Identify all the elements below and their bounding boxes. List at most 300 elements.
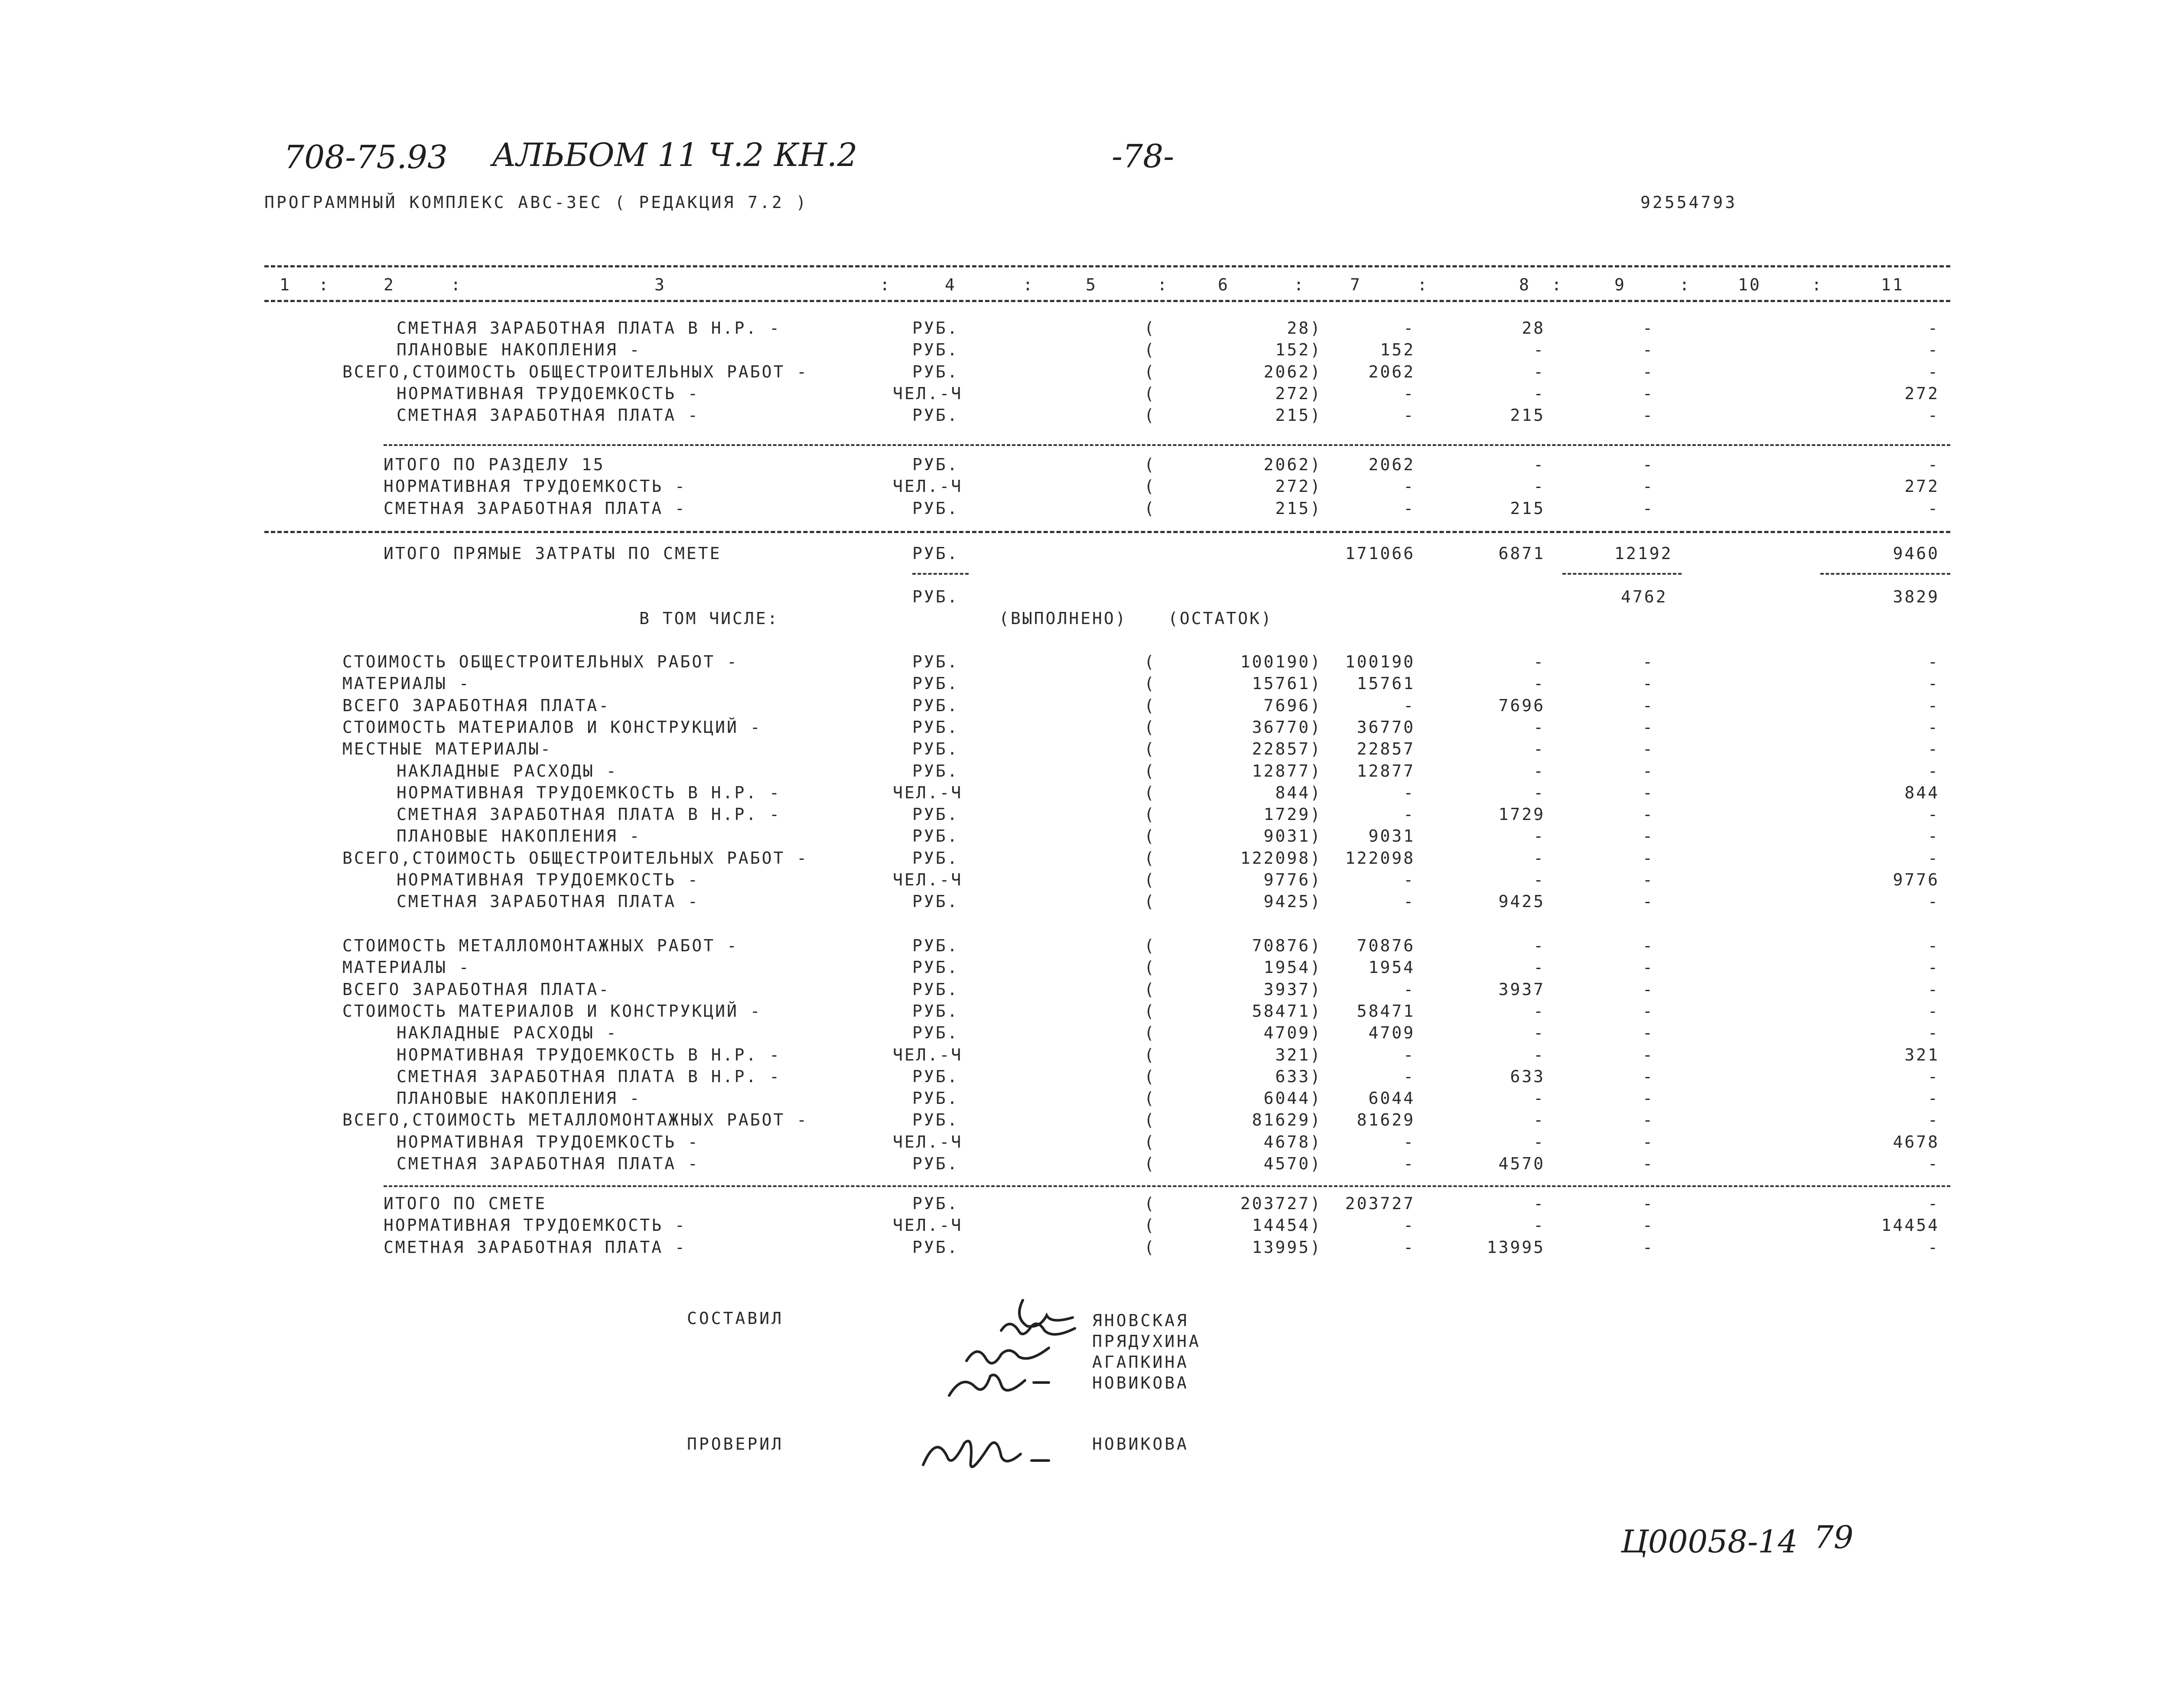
value-col8: -	[1533, 936, 1545, 955]
open-paren: (	[1144, 362, 1156, 381]
dashed-rule	[384, 444, 1950, 446]
value-col8: 7696	[1498, 696, 1545, 715]
value-col8: -	[1533, 384, 1545, 403]
value-col8: 28	[1522, 319, 1545, 338]
column-separator: :	[1294, 275, 1305, 294]
open-paren: (	[1144, 1110, 1156, 1130]
value-col11: -	[1928, 1154, 1939, 1173]
row-label: ВСЕГО,СТОИМОСТЬ МЕТАЛЛОМОНТАЖНЫХ РАБОТ -	[342, 1110, 809, 1130]
value-col8: 215	[1510, 498, 1545, 518]
row-label: СМЕТНАЯ ЗАРАБОТНАЯ ПЛАТА В Н.Р. -	[397, 805, 781, 824]
value-col11: -	[1928, 498, 1939, 518]
value-col9: -	[1643, 455, 1654, 474]
value-col7: -	[1403, 870, 1415, 889]
column-header: 11	[1881, 275, 1904, 294]
value-col8: 215	[1510, 406, 1545, 425]
value-col6: 272)	[1275, 384, 1322, 403]
value-col7: -	[1403, 319, 1415, 338]
value-col8: 633	[1510, 1067, 1545, 1086]
value-col6: 15761)	[1252, 674, 1322, 693]
row-label: ПЛАНОВЫЕ НАКОПЛЕНИЯ -	[397, 340, 641, 360]
value-col9: -	[1643, 362, 1654, 381]
including-label: В ТОМ ЧИСЛЕ:	[639, 609, 779, 628]
value-col11: -	[1928, 406, 1939, 425]
open-paren: (	[1144, 384, 1156, 403]
value-col7: 9031	[1368, 826, 1415, 846]
row-unit: РУБ.	[912, 455, 959, 474]
value-col6: 633)	[1275, 1067, 1322, 1086]
value-col9: -	[1643, 384, 1654, 403]
value-col9: -	[1643, 1132, 1654, 1152]
value-col11: -	[1928, 936, 1939, 955]
value-col8: -	[1533, 848, 1545, 868]
value-col6: 122098)	[1240, 848, 1322, 868]
value-col6: 28)	[1287, 319, 1322, 338]
open-paren: (	[1144, 1154, 1156, 1173]
value-col8: -	[1533, 761, 1545, 781]
value-col7: -	[1403, 1067, 1415, 1086]
handwritten-signature-checked	[919, 1426, 1062, 1488]
row-label: ИТОГО ПО РАЗДЕЛУ 15	[384, 455, 605, 474]
row-unit: ЧЕЛ.-Ч	[893, 1132, 963, 1152]
open-paren: (	[1144, 1001, 1156, 1021]
value-col11: -	[1928, 1194, 1939, 1213]
column-header: 7	[1350, 275, 1362, 294]
open-paren: (	[1144, 936, 1156, 955]
open-paren: (	[1144, 1216, 1156, 1235]
value-col9: -	[1643, 892, 1654, 911]
value-col6: 2062)	[1263, 455, 1322, 474]
value-col8: 9425	[1498, 892, 1545, 911]
row-unit: РУБ.	[912, 1001, 959, 1021]
row-label: ПЛАНОВЫЕ НАКОПЛЕНИЯ -	[397, 826, 641, 846]
value-col11: -	[1928, 1110, 1939, 1130]
value-col7: 2062	[1368, 455, 1415, 474]
value-col6: 58471)	[1252, 1001, 1322, 1021]
value-col7: -	[1403, 783, 1415, 802]
open-paren: (	[1144, 674, 1156, 693]
open-paren: (	[1144, 783, 1156, 802]
value-col7: 58471	[1357, 1001, 1415, 1021]
value-col6: 152)	[1275, 340, 1322, 360]
value-col8: -	[1533, 958, 1545, 977]
row-unit: РУБ.	[912, 805, 959, 824]
row-unit: ЧЕЛ.-Ч	[893, 1216, 963, 1235]
value-col11: 844	[1904, 783, 1939, 802]
row-unit: РУБ.	[912, 739, 959, 759]
value-col6: 7696)	[1263, 696, 1322, 715]
dashed-rule	[264, 531, 1950, 533]
value-col9: -	[1643, 1067, 1654, 1086]
value-col7: 203727	[1345, 1194, 1415, 1213]
value-col8: 1729	[1498, 805, 1545, 824]
row-label: НАКЛАДНЫЕ РАСХОДЫ -	[397, 1023, 618, 1043]
row-label: СТОИМОСТЬ МЕТАЛЛОМОНТАЖНЫХ РАБОТ -	[342, 936, 739, 955]
column-header: 10	[1738, 275, 1761, 294]
row-label: СМЕТНАЯ ЗАРАБОТНАЯ ПЛАТА В Н.Р. -	[397, 319, 781, 338]
row-unit: РУБ.	[912, 696, 959, 715]
value-col8: -	[1533, 1194, 1545, 1213]
open-paren: (	[1144, 739, 1156, 759]
including-done: (ВЫПОЛНЕНО)	[999, 609, 1127, 628]
value-col7: -	[1403, 1132, 1415, 1152]
value-col7: -	[1403, 892, 1415, 911]
direct-costs-col11-2: 3829	[1893, 587, 1939, 606]
row-unit: РУБ.	[912, 848, 959, 868]
page-number: -78-	[1112, 138, 1175, 175]
value-col8: -	[1533, 340, 1545, 360]
direct-costs-col9: 12192	[1614, 544, 1673, 563]
value-col6: 36770)	[1252, 717, 1322, 737]
row-unit: РУБ.	[912, 498, 959, 518]
value-col9: -	[1643, 652, 1654, 671]
handwritten-signatures-compiled	[914, 1283, 1097, 1415]
value-col6: 272)	[1275, 477, 1322, 496]
value-col11: -	[1928, 848, 1939, 868]
value-col8: -	[1533, 1045, 1545, 1064]
open-paren: (	[1144, 1023, 1156, 1043]
dashed-rule	[1820, 573, 1950, 575]
row-unit: РУБ.	[912, 936, 959, 955]
value-col8: -	[1533, 739, 1545, 759]
open-paren: (	[1144, 826, 1156, 846]
value-col9: -	[1643, 340, 1654, 360]
direct-costs-col8: 6871	[1498, 544, 1545, 563]
direct-costs-unit: РУБ.	[912, 544, 959, 563]
value-col7: 152	[1380, 340, 1415, 360]
value-col7: 122098	[1345, 848, 1415, 868]
open-paren: (	[1144, 455, 1156, 474]
open-paren: (	[1144, 498, 1156, 518]
value-col7: -	[1403, 1045, 1415, 1064]
row-unit: ЧЕЛ.-Ч	[893, 783, 963, 802]
row-unit: ЧЕЛ.-Ч	[893, 477, 963, 496]
value-col7: 4709	[1368, 1023, 1415, 1043]
column-header: 8	[1519, 275, 1531, 294]
value-col8: -	[1533, 362, 1545, 381]
value-col9: -	[1643, 1023, 1654, 1043]
value-col9: -	[1643, 979, 1654, 999]
column-separator: :	[1157, 275, 1169, 294]
value-col7: 15761	[1357, 674, 1415, 693]
value-col11: -	[1928, 717, 1939, 737]
column-header: 6	[1218, 275, 1230, 294]
value-col7: -	[1403, 498, 1415, 518]
value-col11: -	[1928, 1237, 1939, 1257]
row-label: НАКЛАДНЫЕ РАСХОДЫ -	[397, 761, 618, 781]
value-col9: -	[1643, 870, 1654, 889]
value-col6: 14454)	[1252, 1216, 1322, 1235]
value-col9: -	[1643, 498, 1654, 518]
open-paren: (	[1144, 892, 1156, 911]
row-unit: РУБ.	[912, 1154, 959, 1173]
value-col11: -	[1928, 805, 1939, 824]
value-col6: 1954)	[1263, 958, 1322, 977]
value-col6: 203727)	[1240, 1194, 1322, 1213]
value-col8: -	[1533, 1089, 1545, 1108]
program-code: 92554793	[1640, 193, 1738, 212]
value-col9: -	[1643, 717, 1654, 737]
row-unit: ЧЕЛ.-Ч	[893, 384, 963, 403]
value-col6: 321)	[1275, 1045, 1322, 1064]
row-unit: РУБ.	[912, 1110, 959, 1130]
value-col8: -	[1533, 1110, 1545, 1130]
value-col7: 6044	[1368, 1089, 1415, 1108]
value-col9: -	[1643, 1110, 1654, 1130]
value-col9: -	[1643, 477, 1654, 496]
checked-name: НОВИКОВА	[1092, 1435, 1189, 1454]
value-col6: 13995)	[1252, 1237, 1322, 1257]
row-label: МАТЕРИАЛЫ -	[342, 674, 471, 693]
row-unit: РУБ.	[912, 1023, 959, 1043]
value-col9: -	[1643, 1216, 1654, 1235]
value-col6: 70876)	[1252, 936, 1322, 955]
open-paren: (	[1144, 717, 1156, 737]
value-col7: -	[1403, 406, 1415, 425]
value-col7: -	[1403, 696, 1415, 715]
row-label: СМЕТНАЯ ЗАРАБОТНАЯ ПЛАТА -	[384, 498, 687, 518]
open-paren: (	[1144, 696, 1156, 715]
value-col6: 9031)	[1263, 826, 1322, 846]
value-col8: 13995	[1487, 1237, 1545, 1257]
open-paren: (	[1144, 1067, 1156, 1086]
doc-code: 708-75.93	[284, 139, 448, 176]
dashed-rule	[912, 573, 969, 575]
value-col9: -	[1643, 696, 1654, 715]
value-col11: -	[1928, 696, 1939, 715]
row-unit: ЧЕЛ.-Ч	[893, 1045, 963, 1064]
value-col7: -	[1403, 477, 1415, 496]
value-col11: -	[1928, 455, 1939, 474]
row-label: ПЛАНОВЫЕ НАКОПЛЕНИЯ -	[397, 1089, 641, 1108]
row-unit: ЧЕЛ.-Ч	[893, 870, 963, 889]
value-col9: -	[1643, 739, 1654, 759]
program-title: ПРОГРАММНЫЙ КОМПЛЕКС АВС-3ЕС ( РЕДАКЦИЯ 7.2 )	[264, 193, 808, 212]
dashed-rule	[264, 300, 1950, 302]
column-separator: :	[1679, 275, 1691, 294]
checked-label: ПРОВЕРИЛ	[687, 1435, 784, 1454]
dashed-rule	[264, 265, 1950, 267]
value-col11: 9776	[1893, 870, 1939, 889]
value-col11: -	[1928, 362, 1939, 381]
open-paren: (	[1144, 979, 1156, 999]
handwritten-page-number: 79	[1814, 1519, 1854, 1555]
column-header: 9	[1614, 275, 1626, 294]
compiled-label: СОСТАВИЛ	[687, 1309, 784, 1328]
row-unit: РУБ.	[912, 826, 959, 846]
open-paren: (	[1144, 1237, 1156, 1257]
value-col11: -	[1928, 826, 1939, 846]
open-paren: (	[1144, 340, 1156, 360]
column-separator: :	[1417, 275, 1429, 294]
value-col11: -	[1928, 958, 1939, 977]
value-col6: 6044)	[1263, 1089, 1322, 1108]
value-col8: -	[1533, 717, 1545, 737]
row-label: НОРМАТИВНАЯ ТРУДОЕМКОСТЬ В Н.Р. -	[397, 783, 781, 802]
value-col9: -	[1643, 761, 1654, 781]
row-label: НОРМАТИВНАЯ ТРУДОЕМКОСТЬ -	[384, 1216, 687, 1235]
row-unit: РУБ.	[912, 1067, 959, 1086]
value-col11: -	[1928, 739, 1939, 759]
column-header: 4	[945, 275, 957, 294]
value-col6: 4678)	[1263, 1132, 1322, 1152]
value-col6: 4570)	[1263, 1154, 1322, 1173]
value-col9: -	[1643, 958, 1654, 977]
value-col6: 9776)	[1263, 870, 1322, 889]
value-col8: 3937	[1498, 979, 1545, 999]
value-col11: 321	[1904, 1045, 1939, 1064]
value-col8: -	[1533, 1023, 1545, 1043]
open-paren: (	[1144, 1045, 1156, 1064]
row-label: СТОИМОСТЬ ОБЩЕСТРОИТЕЛЬНЫХ РАБОТ -	[342, 652, 739, 671]
value-col9: -	[1643, 674, 1654, 693]
compiled-name: АГАПКИНА	[1092, 1353, 1189, 1372]
row-label: ВСЕГО,СТОИМОСТЬ ОБЩЕСТРОИТЕЛЬНЫХ РАБОТ -	[342, 848, 809, 868]
row-unit: РУБ.	[912, 958, 959, 977]
value-col8: -	[1533, 1001, 1545, 1021]
value-col6: 3937)	[1263, 979, 1322, 999]
compiled-name: ПРЯДУХИНА	[1092, 1332, 1201, 1351]
row-unit: РУБ.	[912, 340, 959, 360]
value-col7: 81629	[1357, 1110, 1415, 1130]
column-separator: :	[1023, 275, 1035, 294]
row-label: СМЕТНАЯ ЗАРАБОТНАЯ ПЛАТА -	[384, 1237, 687, 1257]
value-col9: -	[1643, 319, 1654, 338]
open-paren: (	[1144, 761, 1156, 781]
row-unit: РУБ.	[912, 1089, 959, 1108]
including-rest: (ОСТАТОК)	[1168, 609, 1273, 628]
value-col7: -	[1403, 1216, 1415, 1235]
row-unit: РУБ.	[912, 717, 959, 737]
album-title: АЛЬБОМ 11 Ч.2 КН.2	[492, 137, 858, 174]
row-label: СМЕТНАЯ ЗАРАБОТНАЯ ПЛАТА -	[397, 892, 700, 911]
value-col9: -	[1643, 1154, 1654, 1173]
value-col7: 70876	[1357, 936, 1415, 955]
row-label: ВСЕГО ЗАРАБОТНАЯ ПЛАТА-	[342, 979, 611, 999]
value-col8: 4570	[1498, 1154, 1545, 1173]
open-paren: (	[1144, 477, 1156, 496]
value-col11: -	[1928, 761, 1939, 781]
value-col11: 272	[1904, 477, 1939, 496]
row-label: МЕСТНЫЕ МАТЕРИАЛЫ-	[342, 739, 552, 759]
value-col8: -	[1533, 477, 1545, 496]
value-col6: 4709)	[1263, 1023, 1322, 1043]
row-unit: РУБ.	[912, 1237, 959, 1257]
value-col9: -	[1643, 848, 1654, 868]
value-col7: -	[1403, 805, 1415, 824]
value-col11: -	[1928, 1023, 1939, 1043]
row-label: НОРМАТИВНАЯ ТРУДОЕМКОСТЬ -	[397, 384, 700, 403]
value-col8: -	[1533, 455, 1545, 474]
open-paren: (	[1144, 1132, 1156, 1152]
value-col6: 215)	[1275, 406, 1322, 425]
row-label: СМЕТНАЯ ЗАРАБОТНАЯ ПЛАТА В Н.Р. -	[397, 1067, 781, 1086]
row-label: НОРМАТИВНАЯ ТРУДОЕМКОСТЬ -	[397, 1132, 700, 1152]
open-paren: (	[1144, 652, 1156, 671]
open-paren: (	[1144, 805, 1156, 824]
value-col11: -	[1928, 1089, 1939, 1108]
column-header: 2	[384, 275, 395, 294]
row-label: НОРМАТИВНАЯ ТРУДОЕМКОСТЬ -	[384, 477, 687, 496]
value-col8: -	[1533, 783, 1545, 802]
value-col9: -	[1643, 1001, 1654, 1021]
row-unit: РУБ.	[912, 319, 959, 338]
row-label: МАТЕРИАЛЫ -	[342, 958, 471, 977]
open-paren: (	[1144, 848, 1156, 868]
value-col11: -	[1928, 979, 1939, 999]
value-col11: -	[1928, 674, 1939, 693]
value-col7: -	[1403, 384, 1415, 403]
value-col9: -	[1643, 406, 1654, 425]
compiled-name: НОВИКОВА	[1092, 1373, 1189, 1392]
value-col7: 22857	[1357, 739, 1415, 759]
row-label: ВСЕГО,СТОИМОСТЬ ОБЩЕСТРОИТЕЛЬНЫХ РАБОТ -	[342, 362, 809, 381]
row-label: СТОИМОСТЬ МАТЕРИАЛОВ И КОНСТРУКЦИЙ -	[342, 717, 762, 737]
value-col9: -	[1643, 783, 1654, 802]
column-header: 1	[280, 275, 291, 294]
value-col6: 100190)	[1240, 652, 1322, 671]
direct-costs-label: ИТОГО ПРЯМЫЕ ЗАТРАТЫ ПО СМЕТЕ	[384, 544, 722, 563]
column-header: 5	[1086, 275, 1097, 294]
value-col8: -	[1533, 652, 1545, 671]
open-paren: (	[1144, 958, 1156, 977]
value-col9: -	[1643, 1045, 1654, 1064]
direct-costs-col9-2: 4762	[1621, 587, 1668, 606]
direct-costs-unit-2: РУБ.	[912, 587, 959, 606]
value-col7: -	[1403, 1237, 1415, 1257]
value-col9: -	[1643, 805, 1654, 824]
value-col7: 36770	[1357, 717, 1415, 737]
value-col7: 100190	[1345, 652, 1415, 671]
value-col6: 9425)	[1263, 892, 1322, 911]
value-col11: -	[1928, 1067, 1939, 1086]
value-col9: -	[1643, 1194, 1654, 1213]
row-label: НОРМАТИВНАЯ ТРУДОЕМКОСТЬ В Н.Р. -	[397, 1045, 781, 1064]
open-paren: (	[1144, 1089, 1156, 1108]
open-paren: (	[1144, 406, 1156, 425]
value-col9: -	[1643, 1237, 1654, 1257]
value-col6: 844)	[1275, 783, 1322, 802]
direct-costs-col7: 171066	[1345, 544, 1415, 563]
row-label: ВСЕГО ЗАРАБОТНАЯ ПЛАТА-	[342, 696, 611, 715]
open-paren: (	[1144, 319, 1156, 338]
row-label: СМЕТНАЯ ЗАРАБОТНАЯ ПЛАТА -	[397, 406, 700, 425]
value-col6: 215)	[1275, 498, 1322, 518]
column-separator: :	[451, 275, 462, 294]
row-label: СМЕТНАЯ ЗАРАБОТНАЯ ПЛАТА -	[397, 1154, 700, 1173]
value-col7: 12877	[1357, 761, 1415, 781]
value-col6: 22857)	[1252, 739, 1322, 759]
row-unit: РУБ.	[912, 1194, 959, 1213]
value-col7: -	[1403, 1154, 1415, 1173]
row-label: ИТОГО ПО СМЕТЕ	[384, 1194, 547, 1213]
value-col11: -	[1928, 319, 1939, 338]
column-separator: :	[319, 275, 330, 294]
value-col6: 1729)	[1263, 805, 1322, 824]
compiled-name: ЯНОВСКАЯ	[1092, 1311, 1189, 1330]
value-col11: 4678	[1893, 1132, 1939, 1152]
value-col8: -	[1533, 1132, 1545, 1152]
value-col11: -	[1928, 340, 1939, 360]
column-separator: :	[880, 275, 892, 294]
row-unit: РУБ.	[912, 892, 959, 911]
open-paren: (	[1144, 1194, 1156, 1213]
value-col6: 12877)	[1252, 761, 1322, 781]
stamp-code: Ц00058-14	[1621, 1523, 1798, 1560]
value-col7: -	[1403, 979, 1415, 999]
value-col7: 1954	[1368, 958, 1415, 977]
open-paren: (	[1144, 870, 1156, 889]
